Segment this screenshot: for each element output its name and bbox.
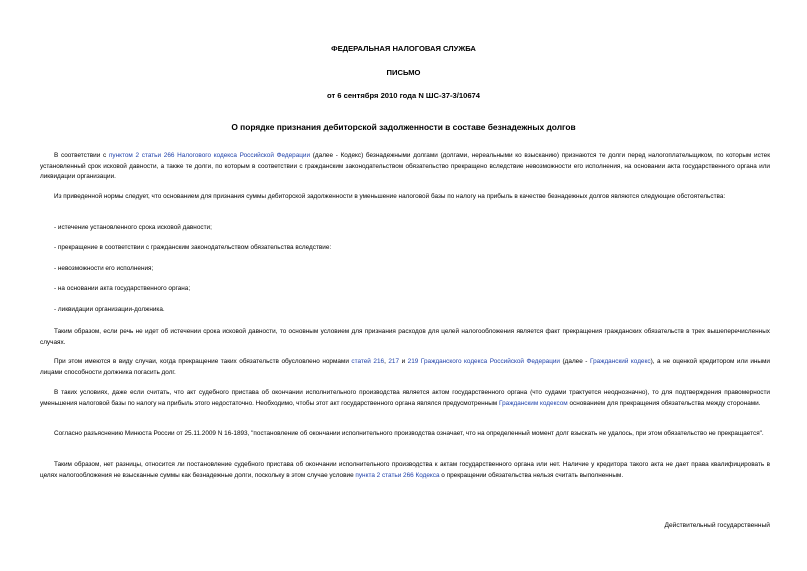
list-item: - истечение установленного срока исковой давности;: [54, 224, 212, 231]
paragraph-7-text-end: о прекращении обязательства нельзя считать выполненным.: [439, 471, 624, 479]
paragraph-6: Согласно разъяснению Минюста России от 25.11.2009 N 16-1893, "постановление об окончании исполнительного производства означает, что на определенный момент долг взыскать не удалось, при этом обязательство не прекращается".: [54, 430, 764, 437]
paragraph-5-text-start: В таких условиях, даже если считать, что акт судебного пристава об окончании исполнительного производства является актом государственного органа (что судами трактуется неоднозначно), то для подтверждения правомерности уменьшения налоговой базы по налогу на прибыль этого недостаточно. Необходимо, чтобы этот акт государственного органа являлся предусмотренным: [40, 389, 770, 407]
agency-name: ФЕДЕРАЛЬНАЯ НАЛОГОВАЯ СЛУЖБА: [331, 44, 476, 53]
paragraph-4-text-middle: (далее -: [560, 358, 590, 365]
paragraph-7: [40, 460, 770, 481]
document-date-number: от 6 сентября 2010 года N ШС-37-3/10674: [327, 91, 480, 100]
paragraph-1-text-end: (далее - Кодекс) безнадежными долгами (долгами, нереальными ко взысканию) признаются те долги перед налогоплательщиком, по которым истек установленный срок исковой давности, а также те долги, по которым в соответствии с гражданским законодательством обязательство прекращено вследствие невозможности его исполнения, на основании акта государственного органа или ликвидации организации.: [40, 152, 771, 181]
document-type: ПИСЬМО: [386, 68, 421, 77]
paragraph-1: [40, 151, 770, 183]
list-item: - прекращение в соответствии с гражданским законодательством обязательства вследствие:: [54, 244, 332, 251]
link-article-219-civil-code[interactable]: 219 Гражданского кодекса Российской Федерации: [407, 358, 560, 365]
paragraph-7-text-start: Таким образом, нет разницы, относится ли постановление судебного пристава об окончании исполнительного производства к актам государственного органа или нет. Наличие у кредитора такого акта не дает права квалифицировать в целях налогообложения не взысканные суммы как безнадежные долги, поскольку в этом случае условие: [40, 461, 770, 479]
link-article-217[interactable]: 217: [388, 358, 400, 365]
link-article-266-code[interactable]: пункта 2 статьи 266 Кодекса: [355, 471, 440, 479]
link-article-266[interactable]: пунктом 2 статьи 266 Налогового кодекса Российской Федерации: [108, 152, 311, 159]
separator: ,: [384, 358, 389, 365]
paragraph-4-text-end: ), а не оценкой кредитором или иными лицами способности должника погасить долг.: [40, 358, 770, 376]
paragraph-5: [40, 388, 770, 409]
paragraph-1-text-start: В соответствии с: [54, 152, 109, 159]
paragraph-5-text-end: основанием для прекращения обязательства между сторонами.: [567, 399, 761, 407]
paragraph-4-text-start: При этом имеются в виду случаи, когда прекращение таких обязательств обусловлено нормами: [54, 358, 352, 365]
list-item: - ликвидации организации-должника.: [54, 306, 165, 313]
separator: и: [399, 358, 408, 365]
list-item: - невозможности его исполнения;: [54, 265, 154, 272]
paragraph-4: [40, 357, 770, 378]
document-subject: О порядке признания дебиторской задолженности в составе безнадежных долгов: [231, 122, 576, 132]
list-item: - на основании акта государственного органа;: [54, 285, 191, 292]
paragraph-2: Из приведенной нормы следует, что основанием для признания суммы дебиторской задолженности в уменьшение налоговой базы по налогу на прибыль в качестве безнадежных долгов являются следующие обстоятельства:: [54, 193, 726, 200]
paragraph-3: Таким образом, если речь не идет об истечении срока исковой давности, то основным условием для признания расходов для целей налогообложения является факт прекращения гражданских обязательств в трех вышеперечисленных случаях.: [40, 328, 770, 346]
link-article-216[interactable]: статей 216: [351, 358, 385, 365]
footer-text: Действительный государственный: [664, 522, 770, 529]
link-civil-code[interactable]: Гражданский кодекс: [589, 358, 651, 365]
link-civil-code[interactable]: Гражданским кодексом: [498, 399, 568, 407]
